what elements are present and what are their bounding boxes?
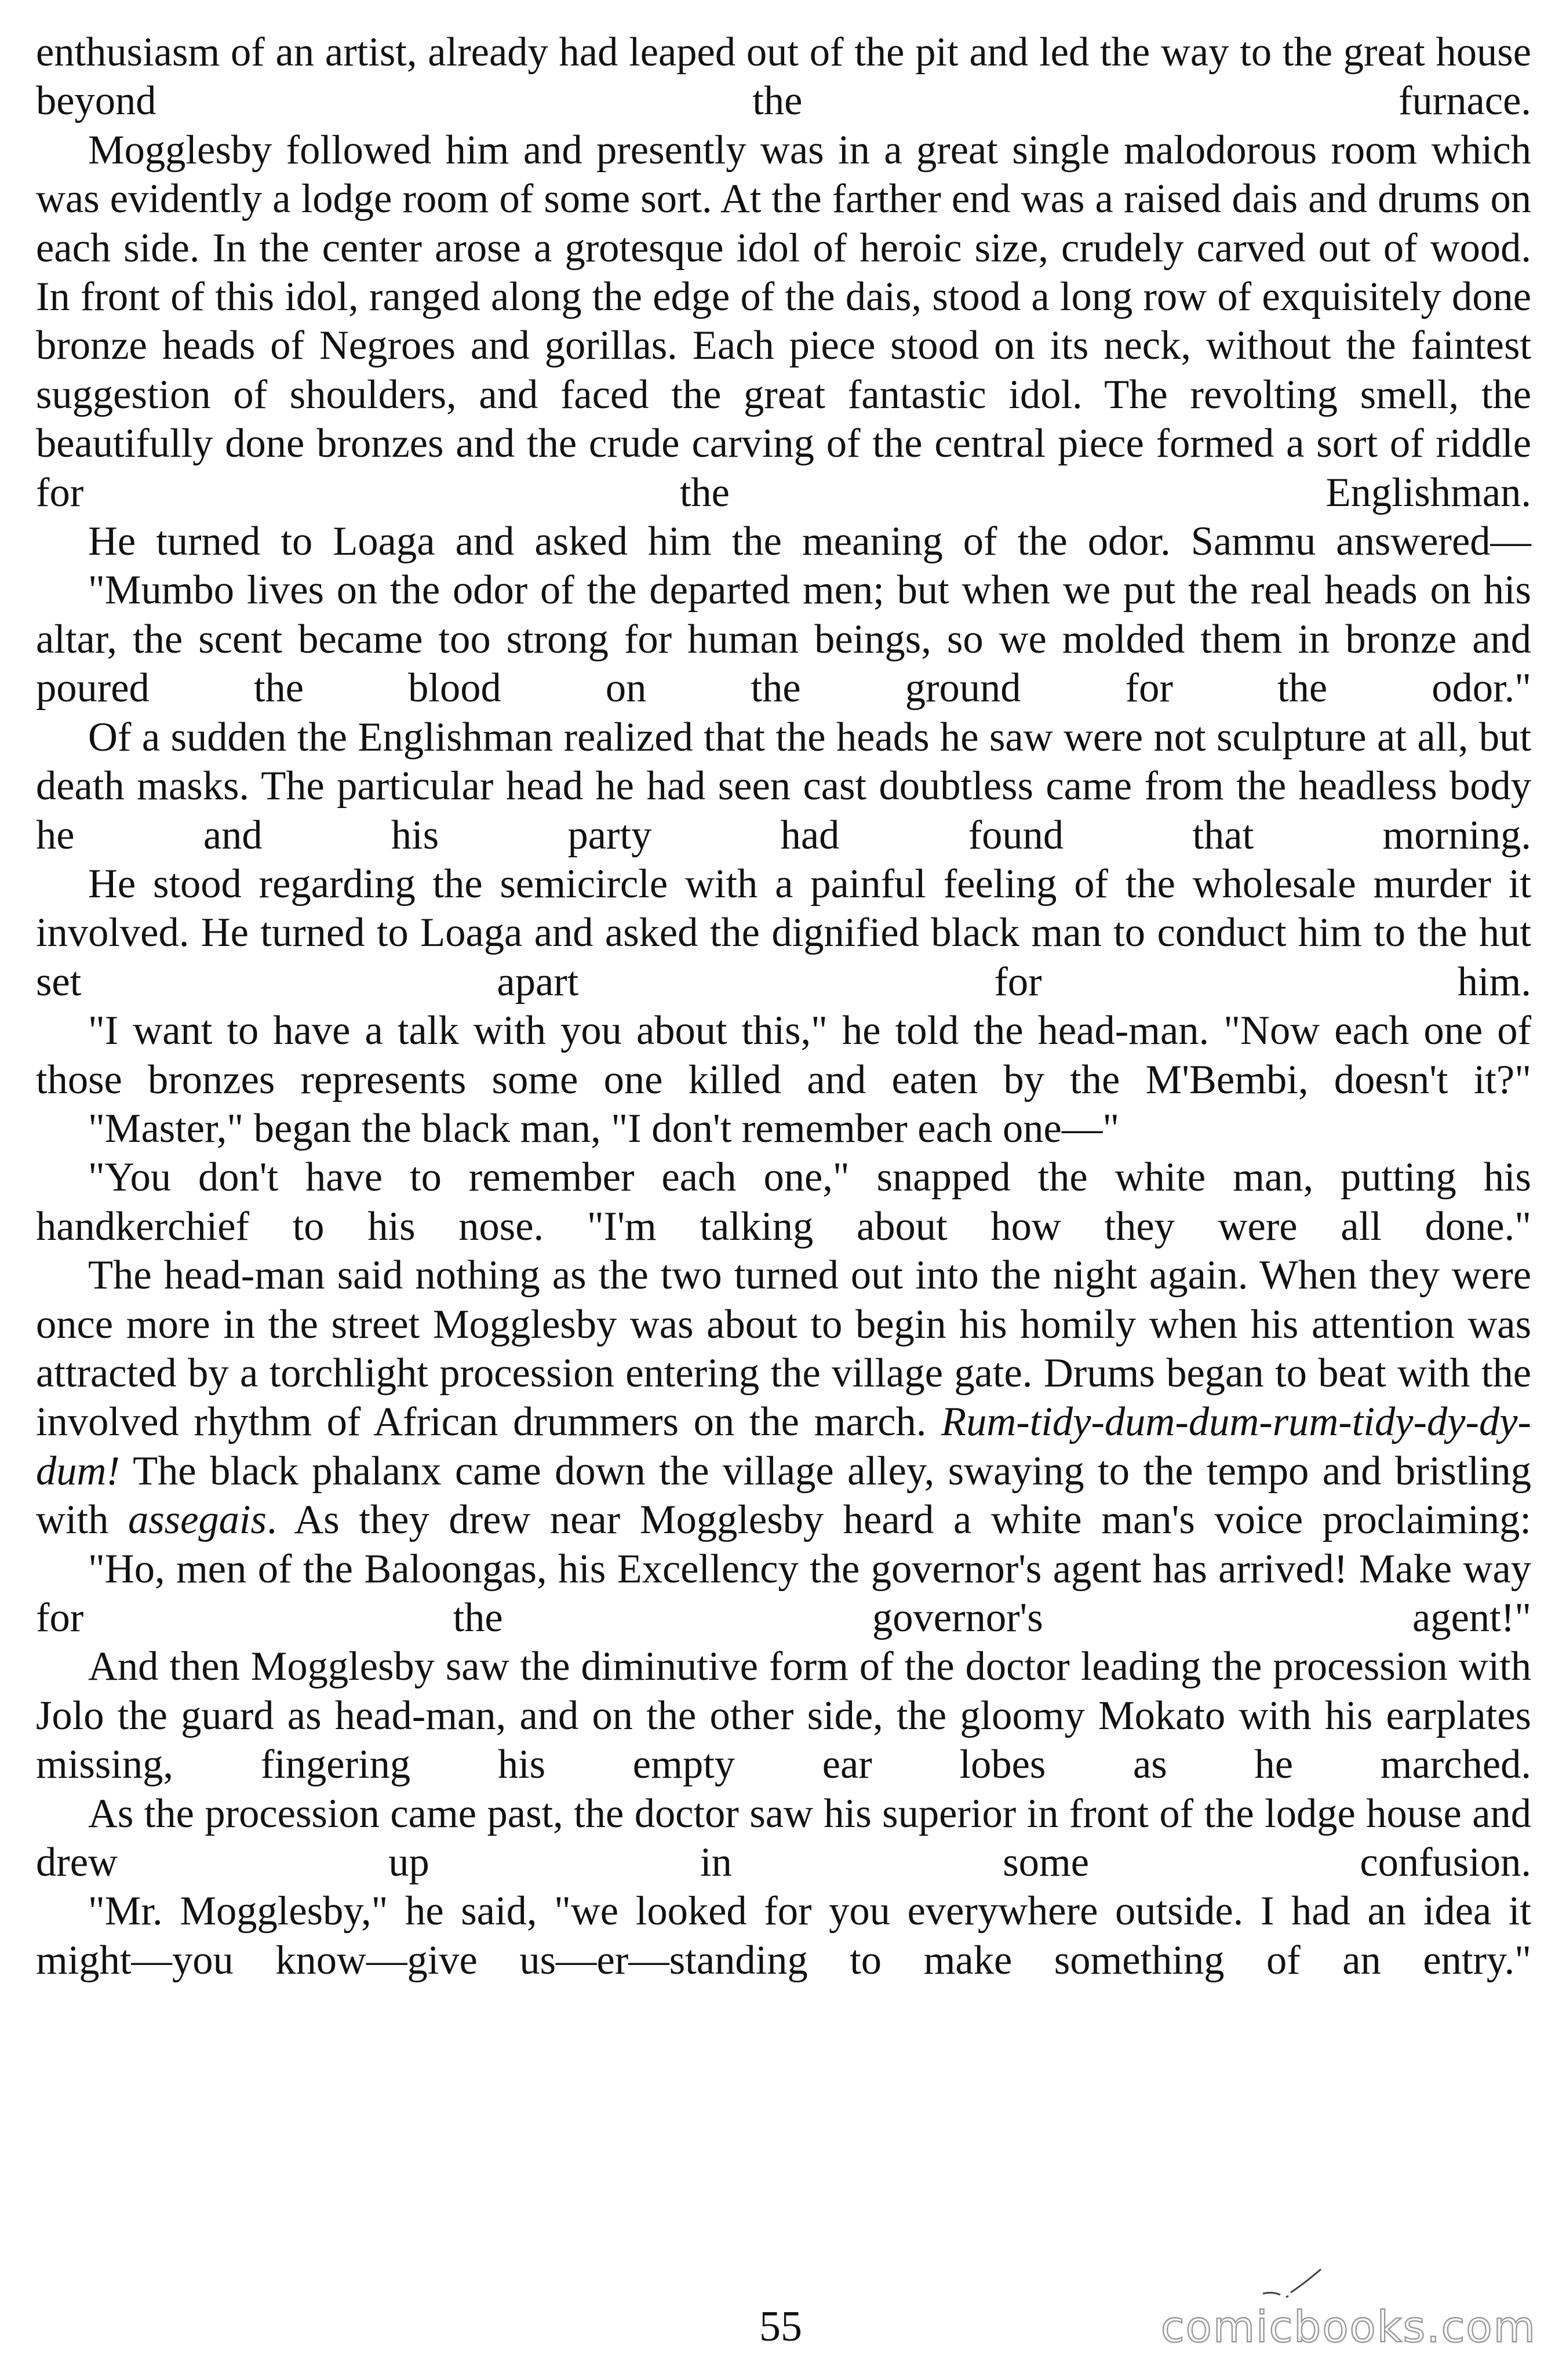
paragraph-10-text: The head-man said nothing as the two turned out into the night again. When they were once more in the street Mogglesby was about to begin his homily when his attention was attracted by a torchlight procession entering the village gate. Drums began to beat with the involved rhythm of African drummers on the march. — [36, 1253, 1531, 1445]
paragraph-10 — [36, 1251, 1531, 1544]
paragraph-12: And then Mogglesby saw the diminutive form of the doctor leading the procession with Jolo the guard as head-man, and on the other side, the gloomy Mokato with his earplates missing, fingering his empty ear lobes as he marched. — [36, 1644, 1531, 1788]
paragraph-9: "You don't have to remember each one," snapped the white man, putting his handkerchief to his nose. "I'm talking about how they were all done." — [36, 1155, 1531, 1249]
paragraph-6: He stood regarding the semicircle with a painful feeling of the wholesale murder it involved. He turned to Loaga and asked the dignified black man to conduct him to the hut set apart for him. — [36, 861, 1531, 1005]
paragraph-1: enthusiasm of an artist, already had leaped out of the pit and led the way to the great house beyond the furnace. — [36, 30, 1531, 124]
paragraph-4: "Mumbo lives on the odor of the departed men; but when we put the real heads on his altar, the scent became too strong for human beings, so we molded them in bronze and poured the blood on the ground for the odor." — [36, 567, 1531, 711]
watermark — [1156, 2295, 1545, 2359]
drum-rhythm-italic: Rum-tidy-dum-dum-rum-tidy-dy-dy-dum! — [36, 1399, 1532, 1494]
paragraph-8: "Master," began the black man, "I don't remember each one—" — [88, 1105, 1120, 1151]
assegais-italic: assegais — [128, 1497, 267, 1543]
paragraph-7: "I want to have a talk with you about this," he told the head-man. "Now each one of those bronzes represents some one killed and eaten by the M'Bembi, doesn't it?" — [36, 1008, 1531, 1102]
paragraph-11: "Ho, men of the Baloongas, his Excellency the governor's agent has arrived! Make way for the governor's agent!" — [36, 1546, 1531, 1640]
body-text — [36, 28, 1531, 1985]
watermark-text: comicbooks.com — [1161, 2302, 1536, 2352]
paragraph-3: He turned to Loaga and asked him the meaning of the odor. Sammu answered— — [88, 519, 1531, 565]
paragraph-2: Mogglesby followed him and presently was in a great single malodorous room which was evidently a lodge room of some sort. At the farther end was a raised dais and drums on each side. In the center arose a grotesque idol of heroic size, crudely carved out of wood. In front of this idol, ranged along the edge of the dais, stood a long row of exquisitely done bronze heads of Negroes and gorillas. Each piece stood on its neck, without the faintest suggestion of shoulders, and faced the great fantastic idol. The revolting smell, the beautifully done bronzes and the crude carving of the central piece formed a sort of riddle for the Englishman. — [36, 127, 1531, 515]
paragraph-5: Of a sudden the Englishman realized that the heads he saw were not sculpture at all, but death masks. The particular head he had seen cast doubtless came from the headless body he and his party had found that morning. — [36, 714, 1531, 858]
paragraph-10-end: . As they drew near Mogglesby heard a white man's voice proclaiming: — [266, 1497, 1531, 1543]
paragraph-14: "Mr. Mogglesby," he said, "we looked for you everywhere outside. I had an idea it might—you know—give us—er—standing to make something of an entry." — [36, 1888, 1531, 1983]
paragraph-13: As the procession came past, the doctor saw his superior in front of the lodge house and drew up in some confusion. — [36, 1791, 1531, 1886]
paragraph-10-cont: The black phalanx came down the village alley, swaying to the tempo and bristling with — [36, 1448, 1531, 1543]
page-number: 55 — [759, 2303, 802, 2350]
